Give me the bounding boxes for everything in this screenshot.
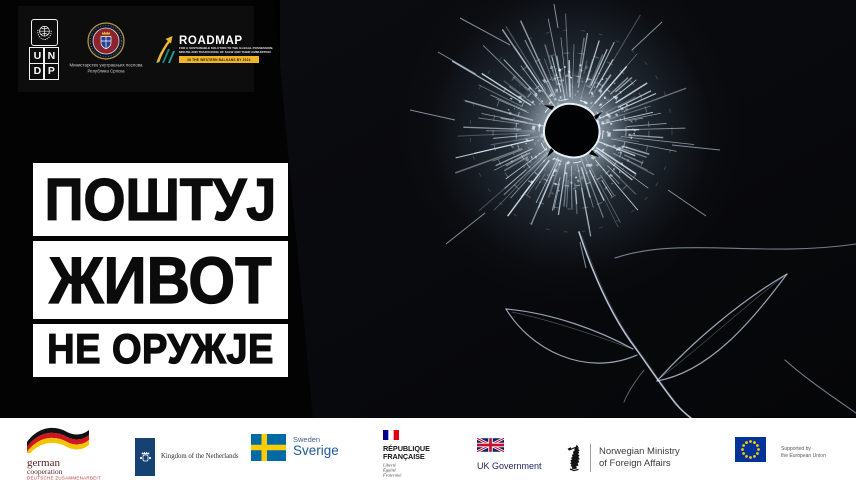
german-word2: cooperation bbox=[27, 467, 63, 476]
ministry-line1: Министарство унутрашњих послова bbox=[69, 63, 143, 68]
france-logo bbox=[383, 418, 453, 482]
eu-flag-icon bbox=[735, 437, 766, 462]
norway-line1: Norwegian Ministry bbox=[599, 446, 680, 457]
sweden-logo bbox=[251, 418, 339, 482]
undp-logo bbox=[30, 19, 58, 80]
ministry-line2: Република Српска bbox=[87, 69, 125, 74]
roadmap-sub1: FOR A SUSTAINABLE SOLUTION TO THE ILLEGAL POSSESSION, bbox=[179, 47, 274, 50]
german-tagline: DEUTSCHE ZUSAMMENARBEIT bbox=[27, 476, 101, 482]
eu-support-text bbox=[781, 445, 836, 465]
eu-line1: Supported by bbox=[781, 445, 811, 452]
norway-line2: of Foreign Affairs bbox=[599, 457, 671, 469]
ministry-seal-icon bbox=[87, 22, 125, 60]
undp-letter: N bbox=[43, 47, 59, 64]
headline-line-3 bbox=[33, 324, 288, 377]
german-flag-ribbon-icon bbox=[27, 426, 89, 453]
headline-text-3: НЕ ОРУЖЈЕ bbox=[47, 326, 274, 374]
headline-text-1: ПОШТУЈ bbox=[44, 166, 277, 233]
france-motto-3: Fraternité bbox=[383, 473, 402, 478]
undp-letter: P bbox=[43, 63, 59, 80]
uk-government-label: UK Government bbox=[477, 461, 542, 471]
france-motto-1: Liberté bbox=[383, 463, 396, 468]
norway-lion-icon bbox=[566, 444, 583, 472]
norway-text bbox=[599, 446, 680, 469]
uk-flag-icon bbox=[477, 436, 504, 454]
netherlands-emblem-icon bbox=[135, 438, 155, 476]
partner-logo-strip bbox=[18, 6, 274, 92]
ministry-logo bbox=[58, 22, 154, 76]
netherlands-label: Kingdom of the Netherlands bbox=[161, 453, 239, 460]
roadmap-arrow-icon bbox=[154, 34, 176, 64]
ministry-label bbox=[58, 63, 154, 76]
sweden-label-sv: Sverige bbox=[293, 443, 339, 458]
france-motto-2: Égalité bbox=[383, 468, 396, 473]
roadmap-banner-text: IN THE WESTERN BALKANS BY 2024 bbox=[187, 57, 251, 62]
france-name1: RÉPUBLIQUE bbox=[383, 444, 430, 453]
undp-letter: D bbox=[29, 63, 45, 80]
sweden-flag-icon bbox=[251, 434, 286, 461]
bullet-hole-graphic bbox=[280, 0, 856, 418]
france-flag-icon bbox=[383, 430, 399, 440]
eu-support-logo bbox=[735, 418, 836, 482]
headline-line-2 bbox=[33, 241, 288, 319]
sweden-label-en: Sweden bbox=[293, 435, 321, 444]
norway-mfa-logo bbox=[566, 418, 680, 482]
headline-line-1 bbox=[33, 163, 288, 236]
uk-government-logo bbox=[477, 418, 557, 482]
un-emblem-icon bbox=[31, 19, 58, 46]
roadmap-title: ROADMAP bbox=[179, 35, 243, 47]
roadmap-logo bbox=[154, 34, 274, 64]
roadmap-subtitle bbox=[179, 47, 274, 55]
undp-letters bbox=[30, 48, 58, 80]
german-word1: german bbox=[27, 457, 60, 469]
france-name2: FRANÇAISE bbox=[383, 452, 425, 461]
headline-text-2: ЖИВОТ bbox=[49, 243, 272, 317]
sweden-text bbox=[293, 435, 339, 458]
netherlands-logo bbox=[135, 418, 239, 482]
donor-footer bbox=[0, 418, 856, 482]
norway-divider bbox=[590, 444, 591, 472]
eu-line2: the European Union bbox=[781, 451, 826, 458]
bullet-hole-photo bbox=[280, 0, 856, 418]
german-cooperation-logo bbox=[27, 418, 127, 482]
roadmap-sub2: MISUSE AND TRAFFICKING OF SALW AND THEIR AMMUNITION bbox=[179, 50, 271, 54]
france-motto bbox=[383, 463, 453, 479]
undp-letter: U bbox=[29, 47, 45, 64]
roadmap-text bbox=[179, 35, 274, 63]
roadmap-banner bbox=[179, 56, 259, 63]
